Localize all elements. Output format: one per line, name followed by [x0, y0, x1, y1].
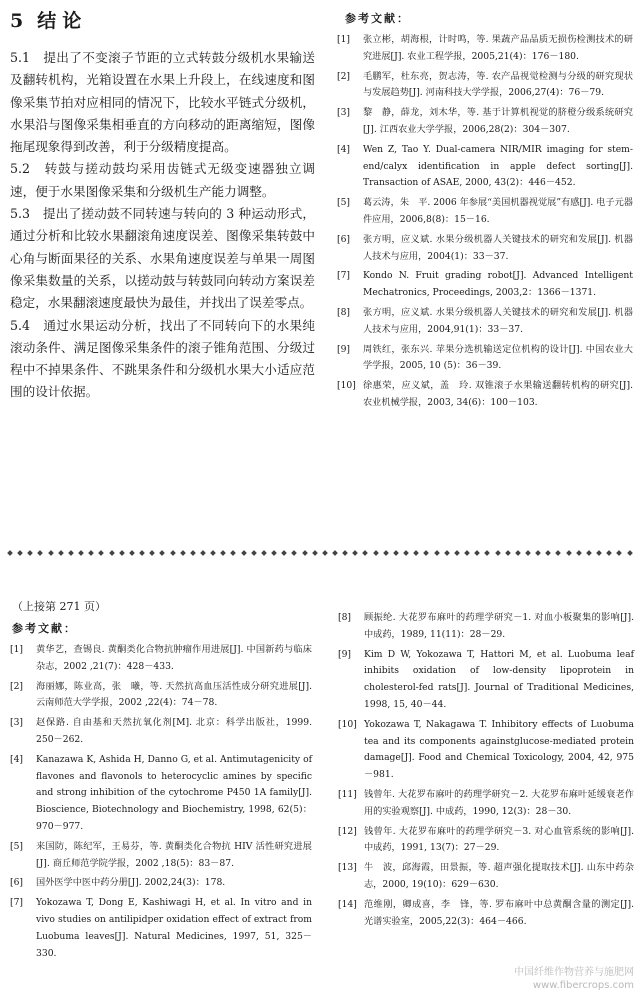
reference-number: [1] — [337, 34, 351, 45]
reference-number: [11] — [338, 788, 357, 800]
reference-number: [9] — [337, 343, 351, 355]
reference-item — [337, 142, 633, 192]
divider-diamond — [352, 550, 358, 556]
divider-diamond — [332, 550, 338, 556]
reference-text: 钱曾年. 大花罗布麻叶的药理学研究－2. 大花罗布麻叶延缓衰老作用的实验观察[J]. 中成药，1990, 12(3)：28－30. — [364, 788, 634, 817]
reference-item — [338, 787, 634, 821]
divider-diamond — [373, 550, 379, 556]
reference-number: [7] — [337, 270, 351, 282]
reference-number: [10] — [338, 718, 357, 730]
divider-diamond — [190, 550, 196, 556]
reference-item — [10, 679, 312, 713]
reference-text: 毛鹏军，杜东亮，贺志涛，等. 农产品视觉检测与分级的研究现状与发展趋势[J]. 河南科技大学学报，2006,27(4)：76－79. — [363, 70, 633, 99]
divider-diamond — [545, 550, 551, 556]
reference-item — [337, 268, 633, 302]
divider-diamond — [119, 550, 125, 556]
reference-item — [10, 875, 312, 892]
reference-item — [338, 824, 634, 858]
divider-diamond — [261, 550, 267, 556]
conclusion-paragraph-5-4: 5.4 通过水果运动分析，找出了不同转向下的水果纯滚动条件、满足图像采集条件的滚子锥角范围、分级过程中不掉果条件、不跳果条件和分级机水果大小适应范围的设计依据。 — [10, 317, 315, 400]
references-heading: 参考文献： — [12, 622, 77, 635]
reference-text: 葛云涛，朱 平. 2006 年参展“美国机器视觉展”有感[J]. 电子元器件应用，2006,8(8)：15－16. — [363, 197, 633, 225]
divider-diamond — [48, 550, 54, 556]
divider-diamond — [251, 550, 257, 556]
conclusion-paragraph-5-3: 5.3 提出了搓动鼓不同转速与转向的 3 种运动形式，通过分析和比较水果翻滚角速度误差、图像采集转鼓中心角与断面果径的关系、水果角速度误差与单果一周图像采集数量的关系，以搓动鼓与转鼓同向转动方案误差稳定，水果翻滚速度最快为最佳，并找出了误差零点。 — [10, 206, 315, 311]
divider-diamond — [505, 550, 511, 556]
section-title: 结论 — [37, 10, 88, 32]
reference-item — [338, 717, 634, 784]
divider-diamond — [170, 550, 176, 556]
reference-item — [338, 647, 634, 714]
reference-text: Yokozawa T, Nakagawa T. Inhibitory effects of Luobuma tea and its components againstglucose-mediated protein damage[J]. Food and Chemical Toxicology, 2004, 42, 975－981. — [364, 718, 634, 781]
divider-diamond — [627, 550, 633, 556]
reference-text: Yokozawa T, Dong E, Kashiwagi H, et al. In vitro and in vivo studies on antilipidper oxidation effect of extract from Luobuma leaves[J]. Natural Medicines, 1997, 51, 325－330. — [36, 897, 312, 959]
reference-item — [337, 305, 633, 339]
reference-item — [337, 342, 633, 376]
divider-diamond — [27, 550, 33, 556]
reference-text: Kondo N. Fruit grading robot[J]. Advanced Intelligent Mechatronics, Proceedings, 2003,2：1366－1371. — [363, 270, 633, 299]
references-section-top — [337, 10, 633, 415]
reference-text: 周铁红，张东兴. 苹果分选机输送定位机构的设计[J]. 中国农业大学学报，2005, 10 (5)：36－39. — [363, 343, 633, 372]
divider-diamond — [180, 550, 186, 556]
reference-number: [12] — [338, 825, 357, 837]
divider-diamond — [413, 550, 419, 556]
reference-number: [5] — [337, 197, 351, 209]
reference-number: [10] — [337, 380, 356, 392]
reference-text: Wen Z, Tao Y. Dual-camera NIR/MIR imaging for stem-end/calyx identification in apple defect sorting[J]. Transaction of ASAE, 2000, 43(2)：446－452. — [363, 143, 633, 189]
reference-number: [6] — [337, 233, 351, 245]
divider-diamond — [342, 550, 348, 556]
reference-item — [10, 715, 312, 749]
reference-text: Kanazawa K, Ashida H, Danno G, et al. Antimutagenicity of flavones and flavonols to heterocyclic amines by specific and strong inhibition of the cytochrome P450 1A family[J]. Bioscience, Biotechnology and Biochemistry, 1998, 62(5)：970－977. — [36, 753, 312, 832]
reference-item — [10, 752, 312, 836]
divider-diamond — [363, 550, 369, 556]
reference-number: [14] — [338, 898, 357, 910]
divider-diamond — [78, 550, 84, 556]
reference-text: 牛 波，邱海霞，田景振，等. 超声强化提取技术[J]. 山东中药杂志，2000, 19(10)：629－630. — [364, 862, 634, 890]
divider-diamond — [617, 550, 623, 556]
reference-text: 张立彬，胡海根，计时鸣，等. 果蔬产品品质无损伤检测技术的研究进展[J]. 农业工程学报，2005,21(4)：176－180. — [363, 34, 633, 62]
reference-item — [337, 195, 633, 229]
references-heading: 参考文献： — [345, 12, 410, 25]
reference-text: 张方明，应义斌. 水果分级机器人关键技术的研究和发展[J]. 机器人技术与应用，2004(1)：33－37. — [363, 233, 633, 262]
conclusion-paragraph-5-1: 5.1 提出了不变滚子节距的立式转鼓分级机水果输送及翻转机构，光箱设置在水果上升段上，在线速度和图像采集节拍对应相同的情况下，比较水平链式分级机，水果沿与图像采集相垂直的方向移动的距离缩短，图像拖尾现象得到改善，利于分级精度提高。 — [10, 50, 315, 155]
reference-number: [6] — [10, 877, 24, 889]
divider-diamond — [17, 550, 23, 556]
references-section-bottom-left — [10, 620, 312, 965]
divider-diamond — [292, 550, 298, 556]
reference-number: [2] — [10, 680, 24, 692]
section-heading — [10, 6, 315, 33]
divider-diamond — [474, 550, 480, 556]
divider-diamond — [586, 550, 592, 556]
divider-diamond — [322, 550, 328, 556]
divider-diamond — [525, 550, 531, 556]
divider-diamond — [566, 550, 572, 556]
divider-diamond — [139, 550, 145, 556]
reference-text: 钱曾年. 大花罗布麻叶的药理学研究－3. 对心血管系统的影响[J]. 中成药，1991, 13(7)：27－29. — [364, 825, 634, 854]
reference-text: 国外医学中医中药分册[J]. 2002,24(3)：178. — [36, 877, 226, 889]
reference-text: Kim D W, Yokozawa T, Hattori M, et al. Luobuma leaf inhibits oxidation of low-density lipoprotein in cholesterol-fed rats[J]. Journal of Traditional Medicines, 1998, 15, 40－44. — [364, 648, 634, 710]
reference-text: 海丽娜，陈业高，张 曦，等. 天然抗高血压活性成分研究进展[J]. 云南师范大学学报，2002 ,22(4)：74－78. — [36, 680, 312, 709]
divider-diamond — [109, 550, 115, 556]
divider-diamond — [596, 550, 602, 556]
divider-diamond — [495, 550, 501, 556]
reference-text: 黄华艺，查锡良. 黄酮类化合物抗肿瘤作用进展[J]. 中国新药与临床杂志，2002 ,21(7)：428－433. — [36, 644, 312, 672]
reference-item — [337, 378, 633, 412]
reference-item — [10, 642, 312, 676]
reference-text: 赵保路. 自由基和天然抗氧化剂[M]. 北京：科学出版社，1999. 250－262. — [36, 717, 312, 745]
divider-diamond — [403, 550, 409, 556]
reference-item — [10, 895, 312, 962]
divider-diamond — [271, 550, 277, 556]
divider-diamond — [485, 550, 491, 556]
reference-number: [8] — [338, 612, 352, 623]
divider-diamond — [160, 550, 166, 556]
reference-number: [7] — [10, 897, 24, 909]
reference-item — [337, 69, 633, 103]
conclusion-section — [10, 6, 315, 404]
reference-number: [3] — [337, 107, 351, 119]
reference-text: 顾振纶. 大花罗布麻叶的药理学研究－1. 对血小板聚集的影响[J]. 中成药，1989, 11(11)：28－29. — [364, 612, 634, 640]
reference-number: [3] — [10, 717, 24, 729]
divider-diamond — [393, 550, 399, 556]
divider-diamond — [88, 550, 94, 556]
divider-diamond — [576, 550, 582, 556]
divider-diamond — [383, 550, 389, 556]
section-number: 5 — [10, 10, 30, 32]
reference-text: 范维刚，卿成喜，李 锋，等. 罗布麻叶中总黄酮含量的测定[J]. 光谱实验室，2005,22(3)：464－466. — [364, 898, 634, 927]
divider-diamond — [241, 550, 247, 556]
divider-diamond — [454, 550, 460, 556]
divider-diamond — [515, 550, 521, 556]
reference-item — [337, 105, 633, 139]
divider-diamond — [281, 550, 287, 556]
divider-diamond — [99, 550, 105, 556]
reference-number: [1] — [10, 644, 24, 655]
reference-item — [338, 610, 634, 644]
divider-diamond — [149, 550, 155, 556]
ornamental-divider — [8, 548, 632, 558]
divider-diamond — [535, 550, 541, 556]
divider-diamond — [38, 550, 44, 556]
reference-number: [9] — [338, 648, 352, 660]
references-section-bottom-right — [338, 610, 634, 933]
divider-diamond — [129, 550, 135, 556]
reference-item — [10, 839, 312, 873]
divider-diamond — [68, 550, 74, 556]
divider-diamond — [220, 550, 226, 556]
divider-diamond — [444, 550, 450, 556]
divider-diamond — [424, 550, 430, 556]
reference-number: [2] — [337, 70, 351, 82]
conclusion-paragraph-5-2: 5.2 转鼓与搓动鼓均采用齿链式无级变速器独立调速，便于水果图像采集和分级机生产能力调整。 — [10, 161, 315, 199]
divider-diamond — [606, 550, 612, 556]
divider-diamond — [7, 550, 13, 556]
divider-diamond — [231, 550, 237, 556]
divider-diamond — [58, 550, 64, 556]
reference-text: 徐惠荣，应义斌，盖 玲. 双锥滚子水果输送翻转机构的研究[J]. 农业机械学报，2003, 34(6)：100－103. — [363, 380, 633, 408]
divider-diamond — [434, 550, 440, 556]
reference-item — [338, 897, 634, 931]
reference-number: [5] — [10, 840, 24, 852]
reference-text: 来国防，陈纪军，王易芬，等. 黄酮类化合物抗 HIV 活性研究进展[J]. 商丘师范学院学报，2002 ,18(5)：83－87. — [36, 840, 312, 869]
reference-number: [4] — [10, 753, 24, 765]
reference-text: 张方明，应义斌. 水果分级机器人关键技术的研究和发展[J]. 机器人技术与应用，2004,91(1)：33－37. — [363, 306, 633, 335]
reference-item — [337, 32, 633, 66]
site-watermark: 中国纤维作物营养与施肥网 www.fibercrops.com — [514, 967, 634, 991]
reference-text: 黎 静，薛龙，刘木华，等. 基于计算机视觉的脐橙分级系统研究[J]. 江西农业大学学报，2006,28(2)：304－307. — [363, 107, 633, 135]
reference-item — [337, 232, 633, 266]
continued-note: （上接第 271 页） — [12, 600, 106, 613]
reference-item — [338, 860, 634, 894]
divider-diamond — [210, 550, 216, 556]
divider-diamond — [302, 550, 308, 556]
reference-number: [13] — [338, 862, 357, 874]
divider-diamond — [556, 550, 562, 556]
divider-diamond — [312, 550, 318, 556]
reference-number: [8] — [337, 306, 351, 318]
reference-number: [4] — [337, 143, 351, 155]
divider-diamond — [464, 550, 470, 556]
divider-diamond — [200, 550, 206, 556]
